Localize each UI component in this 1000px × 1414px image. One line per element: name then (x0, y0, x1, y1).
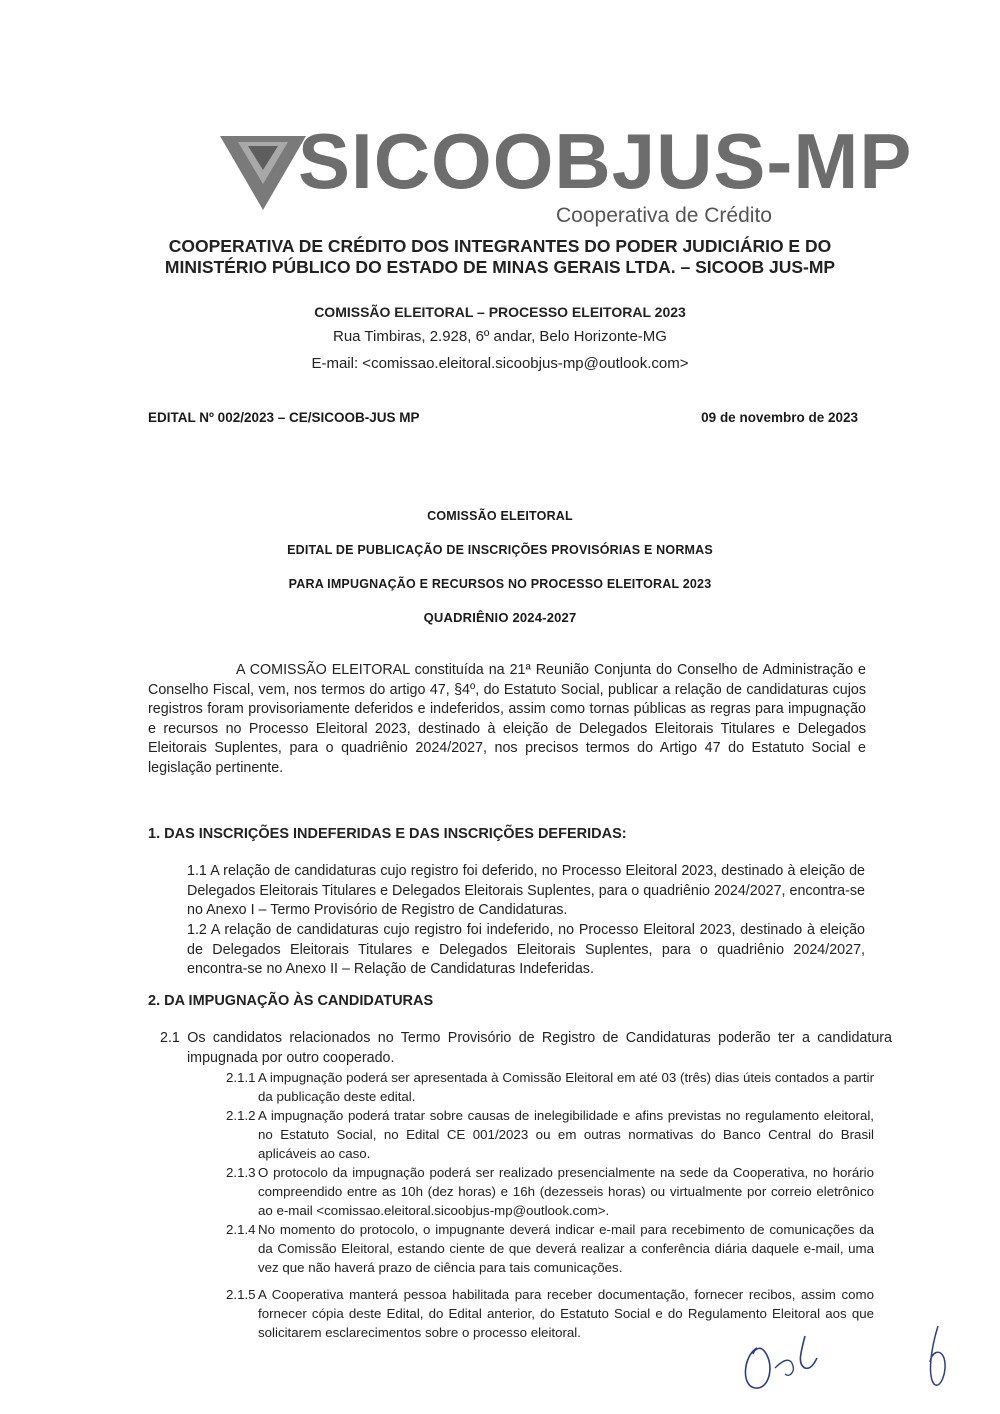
section2-title: 2. DA IMPUGNAÇÃO ÀS CANDIDATURAS (148, 993, 434, 1009)
commission-email: E-mail: <comissao.eleitoral.sicoobjus-mp@outlook.com> (311, 355, 689, 372)
subitem-text: A Cooperativa manterá pessoa habilitada para receber documentação, fornecer recibos, assim como fornecer cópia deste Edital, do Edital anterior, do Estatuto Social e do Regulamento Eleitoral aos que solicitarem esclarecimentos sobre o processo eleitoral. (258, 1287, 874, 1340)
sicoob-logo-icon (218, 132, 308, 212)
logo (218, 117, 913, 238)
subitem-number: 2.1.1 (226, 1070, 256, 1085)
commission-address: Rua Timbiras, 2.928, 6º andar, Belo Horizonte-MG (333, 328, 667, 345)
subitem-number: 2.1.5 (226, 1287, 256, 1302)
subitem-text: A impugnação poderá ser apresentada à Comissão Eleitoral em até 03 (três) dias úteis contados a partir da publicação deste edital. (258, 1070, 874, 1104)
edital-date: 09 de novembro de 2023 (701, 410, 858, 425)
intro-paragraph: A COMISSÃO ELEITORAL constituída na 21ª Reunião Conjunta do Conselho de Administração e Conselho Fiscal, vem, nos termos do artigo 47, §4º, do Estatuto Social, publicar a relação de candidaturas cujos registros foram provisoriamente deferidos e indeferidos, assim como tornas públicas as regras para impugnação e recursos no Processo Eleitoral 2023, destinado à eleição de Delegados Eleitorais Titulares e Delegados Eleitorais Suplentes, para o quadriênio 2024/2027, nos precisos termos do Artigo 47 do Estatuto Social e legislação pertinente. (148, 662, 866, 776)
subitem-2-1-3 (226, 1163, 874, 1220)
logo-name: SICOOBJUS-MP (298, 117, 913, 205)
heading-impugnacao: PARA IMPUGNAÇÃO E RECURSOS NO PROCESSO ELEITORAL 2023 (288, 577, 712, 591)
section1-item1: 1.1 A relação de candidaturas cujo registro foi deferido, no Processo Eleitoral 2023, destinado à eleição de Delegados Eleitorais Titulares e Delegados Eleitorais Suplentes, para o quadriênio 2024/2027, encontra-se no Anexo I – Termo Provisório de Registro de Candidaturas. (187, 863, 865, 918)
section1-title: 1. DAS INSCRIÇÕES INDEFERIDAS E DAS INSCRIÇÕES DEFERIDAS: (148, 826, 627, 842)
subitem-number: 2.1.4 (226, 1222, 256, 1237)
subitem-number: 2.1.2 (226, 1108, 256, 1123)
subitem-text: O protocolo da impugnação poderá ser realizado presencialmente na sede da Cooperativa, no horário compreendido entre as 10h (dez horas) e 16h (dezesseis horas) ou virtualmente por correio eletrônico ao e-mail <comissao.eleitoral.sicoobjus-mp@outlook.com>. (258, 1165, 874, 1218)
cooperative-name-line2: MINISTÉRIO PÚBLICO DO ESTADO DE MINAS GERAIS LTDA. – SICOOB JUS-MP (164, 257, 836, 277)
subitem-2-1-1 (226, 1068, 874, 1106)
subitem-number: 2.1.3 (226, 1165, 256, 1180)
edital-number: EDITAL Nº 002/2023 – CE/SICOOB-JUS MP (148, 410, 420, 425)
heading-edital: EDITAL DE PUBLICAÇÃO DE INSCRIÇÕES PROVISÓRIAS E NORMAS (287, 543, 713, 557)
subitem-2-1-4 (226, 1220, 874, 1277)
commission-title: COMISSÃO ELEITORAL – PROCESSO ELEITORAL 2023 (314, 304, 686, 320)
subitem-text: No momento do protocolo, o impugnante deverá indicar e-mail para recebimento de comunicações da da Comissão Eleitoral, estando ciente de que deverá realizar a conferência diária daquele e-mail, uma vez que não haverá prazo de ciência para tais comunicações. (258, 1222, 874, 1275)
section1-item2: 1.2 A relação de candidaturas cujo registro foi indeferido, no Processo Eleitoral 2023, destinado à eleição de Delegados Eleitorais Titulares e Delegados Eleitorais Suplentes, para o quadriênio 2024/2027, encontra-se no Anexo II – Relação de Candidaturas Indeferidas. (187, 922, 865, 977)
subitem-text: A impugnação poderá tratar sobre causas de inelegibilidade e afins previstas no regulamento eleitoral, no Estatuto Social, no Edital CE 001/2023 ou em outras normativas do Banco Central do Brasil aplicáveis ao caso. (258, 1108, 874, 1161)
subitem-2-1-2 (226, 1106, 874, 1163)
logo-tagline: Cooperativa de Crédito (556, 204, 772, 227)
section2-item1: 2.1 Os candidatos relacionados no Termo Provisório de Registro de Candidaturas poderão ter a candidatura impugnada por outro cooperado. (160, 1030, 892, 1066)
signature-initials-2 (920, 1322, 960, 1392)
heading-comissao: COMISSÃO ELEITORAL (427, 509, 573, 523)
cooperative-name-line1: COOPERATIVA DE CRÉDITO DOS INTEGRANTES DO PODER JUDICIÁRIO E DO (168, 236, 832, 256)
heading-quadrienio: QUADRIÊNIO 2024-2027 (423, 610, 577, 625)
signature-initials-1 (735, 1328, 830, 1398)
